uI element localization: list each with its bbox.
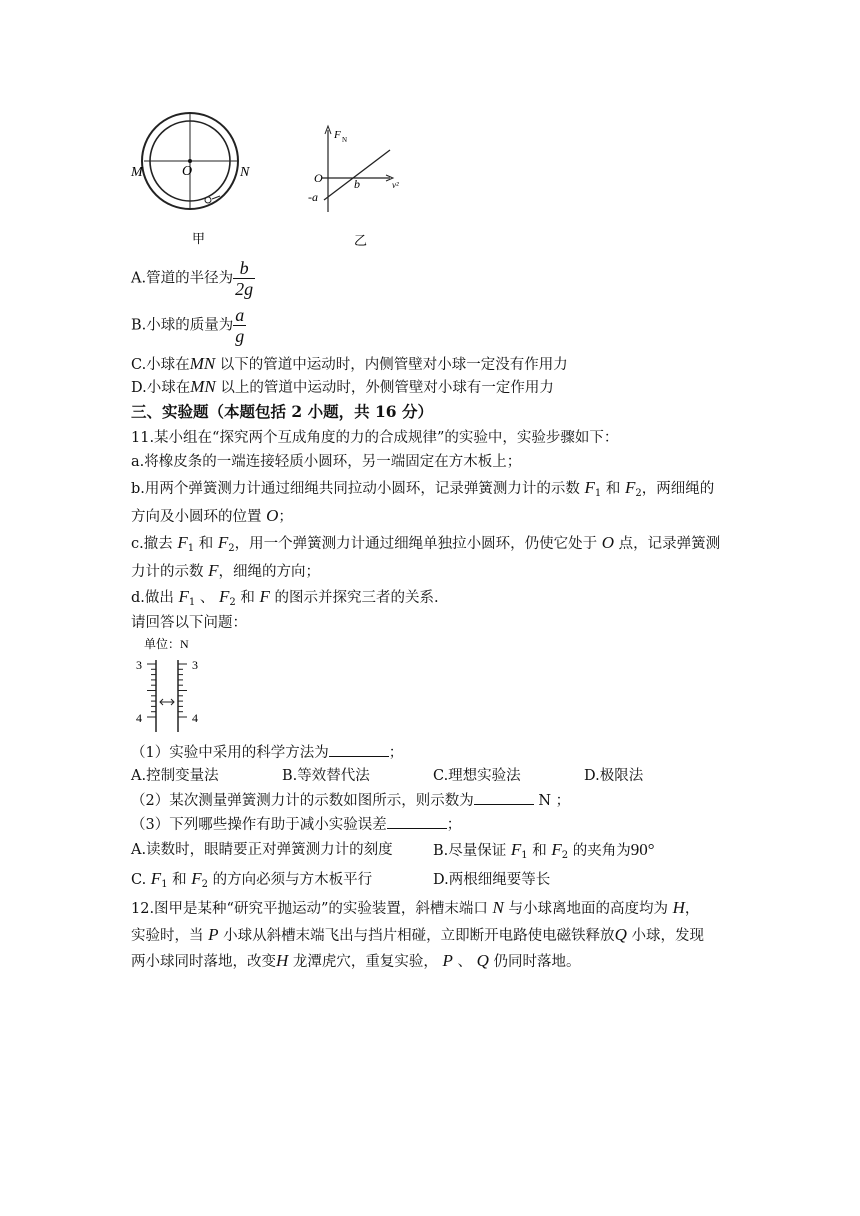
- q11-step-c-line2: 力计的示数 F，细绳的方向；: [131, 561, 320, 580]
- q10-option-d: D.小球在MN 以上的管道中运动时，外侧管壁对小球有一定作用力: [131, 377, 554, 396]
- label-N: N: [240, 165, 250, 180]
- q11-sub3-option-a: A.读数时，眼睛要正对弹簧测力计的刻度: [131, 842, 393, 858]
- label-v2: v²: [392, 180, 399, 190]
- label-neg-a: -a: [308, 190, 318, 204]
- q10-option-b: B.小球的质量为 $\frac{a}{g}$: [131, 305, 245, 346]
- gauge-unit-label: 单位：N: [144, 637, 189, 651]
- q11-sub1-option-b: B.等效替代法: [282, 768, 370, 784]
- q11-step-b-line2: 方向及小圆环的位置 O；: [131, 506, 293, 525]
- q11-sub2: （2）某次测量弹簧测力计的示数如图所示，则示数为 N ；: [131, 790, 570, 811]
- q11-sub3-option-c: C. $F_1$ 和 $F_2$ 的方向必须与方木板平行: [131, 869, 373, 890]
- q10-option-c: C.小球在MN 以下的管道中运动时，内侧管壁对小球一定没有作用力: [131, 354, 568, 373]
- label-O: O: [182, 164, 193, 179]
- gauge-tick-3-left: 3: [136, 658, 142, 672]
- q12-line1: 12.图甲是某种“研究平抛运动”的实验装置，斜槽末端口 N 与小球离地面的高度均为 H，: [131, 898, 700, 917]
- q11-sub1: （1）实验中采用的科学方法为 ；: [131, 742, 403, 763]
- gauge-tick-4-left: 4: [136, 711, 142, 725]
- label-F: F: [334, 129, 341, 141]
- q12-line3: 两小球同时落地，改变H 龙潭虎穴，重复实验， P 、 Q 仍同时落地。: [131, 951, 581, 970]
- label-b: b: [354, 177, 360, 191]
- section-3-heading: 三、实验题（本题包括 2 小题，共 16 分）: [131, 402, 433, 421]
- figure-jia-caption: 甲: [192, 231, 206, 246]
- gauge-ticks-right: [178, 664, 187, 717]
- q11-step-c-line1: c.撤去 $F_1$ 和 $F_2$，用一个弹簧测力计通过细绳单独拉小圆环，仍使它处于 O 点，记录弹簧测: [131, 533, 721, 554]
- gauge-tick-3-right: 3: [192, 658, 198, 672]
- gauge-tick-4-right: 4: [192, 711, 198, 725]
- q11-sub1-option-d: D.极限法: [584, 768, 644, 784]
- q11-intro: 11.某小组在“探究两个互成角度的力的合成规律”的实验中，实验步骤如下：: [131, 430, 619, 446]
- figure-yi-graph: [302, 120, 412, 250]
- figure-yi-caption: 乙: [354, 233, 368, 248]
- spring-scale-figure: [130, 636, 210, 736]
- q11-step-b-line1: b.用两个弹簧测力计通过细绳共同拉动小圆环，记录弹簧测力计的示数 $F_1$ 和 $F_2$，两细绳的: [131, 478, 715, 499]
- q11-sub3-option-d: D.两根细绳要等长: [433, 872, 551, 888]
- q10-option-a: A.管道的半径为 $\frac{b}{2g}$: [131, 258, 254, 299]
- q11-sub1-option-a: A.控制变量法: [131, 768, 219, 784]
- q11-sub3: （3）下列哪些操作有助于减小实验误差 ；: [131, 814, 461, 835]
- label-M: M: [131, 165, 143, 180]
- figure-jia-circular-tube: [128, 108, 268, 248]
- q12-line2: 实验时，当 P 小球从斜槽末端飞出与挡片相碰，立即断开电路使电磁铁释放Q 小球，发现: [131, 925, 704, 944]
- q11-sub1-option-c: C.理想实验法: [433, 768, 521, 784]
- label-F-sub: N: [342, 136, 348, 144]
- q11-step-d: d.做出 $F_1$ 、 $F_2$ 和 F 的图示并探究三者的关系.: [131, 587, 439, 608]
- q11-prompt: 请回答以下问题：: [131, 615, 247, 631]
- q11-step-a: a.将橡皮条的一端连接轻质小圆环，另一端固定在方木板上；: [131, 454, 522, 470]
- gauge-ticks-left: [147, 664, 156, 717]
- q11-sub3-option-b: B.尽量保证 $F_1$ 和 $F_2$ 的夹角为90°: [433, 840, 655, 861]
- label-origin-O: O: [314, 171, 323, 185]
